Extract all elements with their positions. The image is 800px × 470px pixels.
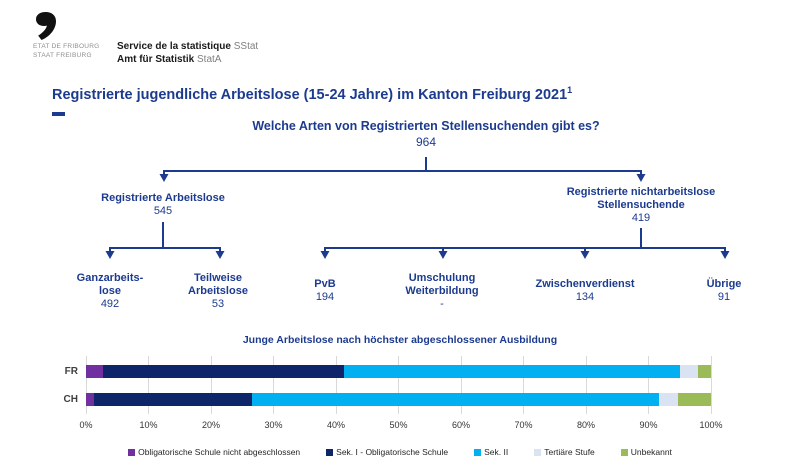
legend-swatch-icon — [474, 449, 481, 456]
tree-node-registrierte-arbeitslose — [63, 192, 263, 218]
x-axis-tick-label: 90% — [639, 420, 658, 430]
x-axis-tick-label: 40% — [326, 420, 345, 430]
legend-swatch-icon — [128, 449, 135, 456]
legend-swatch-icon — [326, 449, 333, 456]
leaf-label-line1: Teilweise — [193, 271, 243, 284]
node-label-line2: Stellensuchende — [597, 199, 685, 211]
leaf-value: 53 — [211, 297, 225, 310]
chart-legend — [0, 447, 800, 457]
x-axis-tick-label: 10% — [139, 420, 158, 430]
dept-fr-abbr: SStat — [233, 41, 259, 52]
leaf-label-line1: Übrige — [706, 278, 742, 290]
category-label-fr: FR — [64, 366, 78, 377]
leaf-value: 492 — [100, 297, 120, 310]
leaf-label-line1: Zwischenverdienst — [535, 278, 635, 290]
legend-item — [621, 447, 672, 457]
x-axis-tick-label: 100% — [699, 420, 723, 430]
node-value: 545 — [153, 205, 173, 217]
x-axis-tick-label: 70% — [514, 420, 533, 430]
chart-plot-area — [86, 356, 711, 414]
education-bar-chart — [0, 330, 800, 470]
tree-question: Welche Arten von Registrierten Stellensuchenden gibt es? — [252, 119, 600, 133]
node-value: 419 — [631, 212, 651, 224]
chart-title: Junge Arbeitslose nach höchster abgeschlossener Ausbildung — [242, 334, 558, 346]
tree-leaf-umschulung-weiterbildung — [377, 268, 507, 314]
legend-label: Unbekannt — [630, 447, 672, 457]
leaf-value: 91 — [717, 291, 731, 303]
leaf-label-line2: lose — [98, 284, 121, 297]
x-axis-tick-label: 30% — [264, 420, 283, 430]
tree-leaf-zwischenverdienst — [520, 268, 650, 314]
legend-item — [326, 447, 448, 457]
x-axis-tick-label: 20% — [201, 420, 220, 430]
legend-swatch-icon — [621, 449, 628, 456]
tree-node-nichtarbeitslose-stellensuchende — [541, 186, 741, 225]
node-label-line1: Registrierte nichtarbeitslose — [566, 186, 716, 198]
x-axis-tick-label: 80% — [576, 420, 595, 430]
logo-caption — [33, 42, 99, 60]
legend-item — [128, 447, 300, 457]
tree-leaf-uebrige — [664, 268, 784, 314]
tree-leaf-teilweise-arbeitslose — [158, 268, 278, 314]
tree-leaf-ganzarbeitslose — [50, 268, 170, 314]
bar-segment — [94, 393, 253, 406]
bar-segment — [698, 365, 711, 378]
bar-segment — [344, 365, 681, 378]
leaf-label-line1: Umschulung — [408, 271, 476, 284]
legend-swatch-icon — [534, 449, 541, 456]
leaf-label-line1: PvB — [314, 278, 336, 290]
bar-segment — [86, 393, 94, 406]
bar-segment — [252, 393, 658, 406]
x-axis-tick-label: 60% — [451, 420, 470, 430]
dept-fr: Service de la statistique — [117, 41, 231, 52]
logo-caption-line1: ETAT DE FRIBOURG — [33, 43, 100, 50]
x-axis-tick-label: 0% — [79, 420, 93, 430]
page-title-footnote-mark: 1 — [567, 85, 573, 95]
bar-segment — [678, 393, 711, 406]
bar-segment — [103, 365, 344, 378]
leaf-value: 134 — [575, 291, 595, 303]
node-label: Registrierte Arbeitslose — [101, 192, 225, 204]
leaf-label-line2: Arbeitslose — [188, 284, 248, 297]
page-title — [52, 85, 572, 103]
title-dash — [52, 112, 65, 116]
bar-segment — [86, 365, 103, 378]
legend-label: Tertiäre Stufe — [544, 447, 595, 457]
bar-row-ch — [86, 393, 711, 406]
x-axis-tick-label: 50% — [389, 420, 408, 430]
leaf-label-line2: Weiterbildung — [405, 284, 479, 297]
leaf-value: 194 — [315, 291, 335, 303]
page-title-text: Registrierte jugendliche Arbeitslose (15-24 Jahre) im Kanton Freiburg 2021 — [52, 86, 568, 103]
tree-leaf-pvb — [265, 268, 385, 314]
department-name — [117, 40, 258, 66]
legend-label: Obligatorische Schule nicht abgeschlossen — [138, 447, 301, 457]
bar-segment — [680, 365, 698, 378]
bar-segment — [659, 393, 678, 406]
fribourg-logo-icon — [33, 12, 56, 40]
legend-item — [474, 447, 508, 457]
legend-label: Sek. I - Obligatorische Schule — [336, 447, 449, 457]
bar-row-fr — [86, 365, 711, 378]
dept-de-abbr: StatA — [197, 54, 222, 65]
dept-de: Amt für Statistik — [117, 54, 195, 65]
legend-label: Sek. II — [484, 447, 509, 457]
legend-item — [534, 447, 595, 457]
tree-total-value: 964 — [415, 135, 437, 149]
logo-caption-line2: STAAT FREIBURG — [33, 52, 92, 59]
leaf-value: - — [440, 297, 444, 310]
leaf-label-line1: Ganzarbeits- — [76, 271, 144, 284]
category-label-ch: CH — [63, 394, 78, 405]
